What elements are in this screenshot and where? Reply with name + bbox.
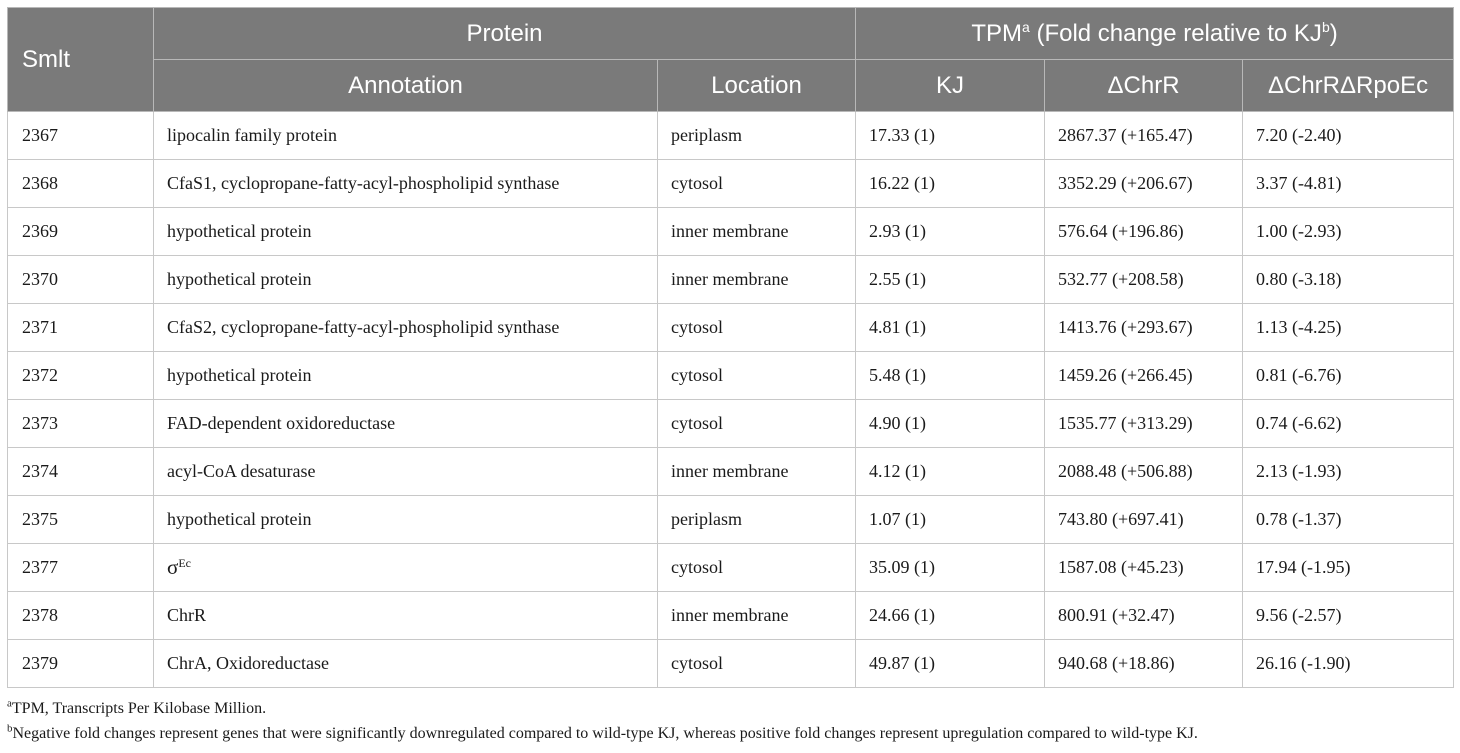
footnote-mark: b	[7, 722, 13, 735]
cell-kj: 35.09 (1)	[856, 544, 1045, 592]
cell-smlt: 2371	[8, 304, 154, 352]
header-tpm-footnote-b: b	[1321, 18, 1330, 35]
cell-chrr: 1535.77 (+313.29)	[1045, 400, 1243, 448]
cell-kj: 24.66 (1)	[856, 592, 1045, 640]
cell-kj: 2.55 (1)	[856, 256, 1045, 304]
header-tpm-label: TPM	[971, 19, 1022, 47]
cell-smlt: 2372	[8, 352, 154, 400]
cell-location: cytosol	[658, 304, 856, 352]
cell-annotation: hypothetical protein	[154, 496, 658, 544]
header-kj: KJ	[856, 60, 1045, 112]
table-row	[8, 304, 1454, 352]
cell-annotation: acyl-CoA desaturase	[154, 448, 658, 496]
header-tpm	[856, 8, 1454, 60]
cell-chrr: 1459.26 (+266.45)	[1045, 352, 1243, 400]
cell-chrr: 800.91 (+32.47)	[1045, 592, 1243, 640]
footnote-text: TPM, Transcripts Per Kilobase Million.	[11, 700, 267, 717]
header-tpm-close: )	[1329, 19, 1338, 47]
cell-kj: 4.90 (1)	[856, 400, 1045, 448]
footnote	[7, 721, 1453, 746]
table-row	[8, 592, 1454, 640]
cell-chrr-rpoec: 26.16 (-1.90)	[1243, 640, 1454, 688]
cell-kj: 5.48 (1)	[856, 352, 1045, 400]
cell-location: inner membrane	[658, 448, 856, 496]
cell-location: cytosol	[658, 544, 856, 592]
cell-chrr: 3352.29 (+206.67)	[1045, 160, 1243, 208]
cell-chrr-rpoec: 7.20 (-2.40)	[1243, 112, 1454, 160]
cell-chrr: 576.64 (+196.86)	[1045, 208, 1243, 256]
header-chrr: ΔChrR	[1045, 60, 1243, 112]
table-header	[8, 8, 1454, 112]
cell-kj: 4.81 (1)	[856, 304, 1045, 352]
table-row	[8, 208, 1454, 256]
cell-annotation: CfaS2, cyclopropane-fatty-acyl-phospholipid synthase	[154, 304, 658, 352]
cell-smlt: 2378	[8, 592, 154, 640]
cell-annotation: hypothetical protein	[154, 352, 658, 400]
cell-annotation: FAD-dependent oxidoreductase	[154, 400, 658, 448]
cell-chrr-rpoec: 0.81 (-6.76)	[1243, 352, 1454, 400]
cell-location: inner membrane	[658, 208, 856, 256]
cell-chrr-rpoec: 1.00 (-2.93)	[1243, 208, 1454, 256]
cell-chrr-rpoec: 0.78 (-1.37)	[1243, 496, 1454, 544]
cell-smlt: 2373	[8, 400, 154, 448]
cell-chrr: 1587.08 (+45.23)	[1045, 544, 1243, 592]
cell-chrr-rpoec: 1.13 (-4.25)	[1243, 304, 1454, 352]
cell-smlt: 2369	[8, 208, 154, 256]
cell-location: inner membrane	[658, 256, 856, 304]
cell-annotation: hypothetical protein	[154, 256, 658, 304]
cell-chrr: 940.68 (+18.86)	[1045, 640, 1243, 688]
cell-chrr-rpoec: 3.37 (-4.81)	[1243, 160, 1454, 208]
table-row	[8, 544, 1454, 592]
header-chrr-rpoec: ΔChrRΔRpoEc	[1243, 60, 1454, 112]
cell-kj: 4.12 (1)	[856, 448, 1045, 496]
table-row	[8, 256, 1454, 304]
header-tpm-rest: (Fold change relative to KJ	[1029, 19, 1322, 47]
table-row	[8, 352, 1454, 400]
cell-annotation: CfaS1, cyclopropane-fatty-acyl-phospholipid synthase	[154, 160, 658, 208]
cell-location: inner membrane	[658, 592, 856, 640]
table-row	[8, 400, 1454, 448]
cell-annotation: ChrR	[154, 592, 658, 640]
cell-chrr: 743.80 (+697.41)	[1045, 496, 1243, 544]
sigma-symbol: σ	[167, 555, 179, 579]
data-table-container	[7, 7, 1453, 688]
cell-chrr: 2867.37 (+165.47)	[1045, 112, 1243, 160]
cell-chrr: 2088.48 (+506.88)	[1045, 448, 1243, 496]
table-body	[8, 112, 1454, 688]
footnote-mark: a	[7, 697, 12, 710]
cell-kj: 2.93 (1)	[856, 208, 1045, 256]
table-row	[8, 448, 1454, 496]
header-location: Location	[658, 60, 856, 112]
cell-smlt: 2375	[8, 496, 154, 544]
table-row	[8, 496, 1454, 544]
cell-smlt: 2374	[8, 448, 154, 496]
header-tpm-footnote-a: a	[1021, 18, 1030, 35]
header-protein: Protein	[154, 8, 856, 60]
cell-smlt: 2368	[8, 160, 154, 208]
cell-kj: 16.22 (1)	[856, 160, 1045, 208]
tpm-table	[7, 7, 1454, 688]
cell-annotation	[154, 544, 658, 592]
footnote-text: Negative fold changes represent genes that were significantly downregulated compared to wild-type KJ, whereas positive fold changes represent upregulation compared to wild-type KJ.	[12, 725, 1198, 742]
cell-annotation: lipocalin family protein	[154, 112, 658, 160]
cell-annotation: hypothetical protein	[154, 208, 658, 256]
cell-smlt: 2367	[8, 112, 154, 160]
cell-location: periplasm	[658, 112, 856, 160]
cell-chrr-rpoec: 9.56 (-2.57)	[1243, 592, 1454, 640]
cell-kj: 49.87 (1)	[856, 640, 1045, 688]
cell-chrr-rpoec: 17.94 (-1.95)	[1243, 544, 1454, 592]
footnotes	[7, 696, 1453, 746]
cell-kj: 1.07 (1)	[856, 496, 1045, 544]
table-row	[8, 640, 1454, 688]
cell-location: cytosol	[658, 160, 856, 208]
cell-smlt: 2370	[8, 256, 154, 304]
cell-kj: 17.33 (1)	[856, 112, 1045, 160]
cell-chrr-rpoec: 0.80 (-3.18)	[1243, 256, 1454, 304]
cell-chrr-rpoec: 0.74 (-6.62)	[1243, 400, 1454, 448]
cell-smlt: 2379	[8, 640, 154, 688]
cell-chrr: 532.77 (+208.58)	[1045, 256, 1243, 304]
cell-location: cytosol	[658, 640, 856, 688]
cell-chrr-rpoec: 2.13 (-1.93)	[1243, 448, 1454, 496]
cell-chrr: 1413.76 (+293.67)	[1045, 304, 1243, 352]
sigma-superscript: Ec	[178, 556, 191, 570]
cell-location: cytosol	[658, 400, 856, 448]
table-row	[8, 160, 1454, 208]
header-smlt: Smlt	[8, 8, 154, 112]
header-annotation: Annotation	[154, 60, 658, 112]
cell-location: cytosol	[658, 352, 856, 400]
footnote	[7, 696, 1453, 721]
cell-smlt: 2377	[8, 544, 154, 592]
cell-location: periplasm	[658, 496, 856, 544]
cell-annotation: ChrA, Oxidoreductase	[154, 640, 658, 688]
table-row	[8, 112, 1454, 160]
